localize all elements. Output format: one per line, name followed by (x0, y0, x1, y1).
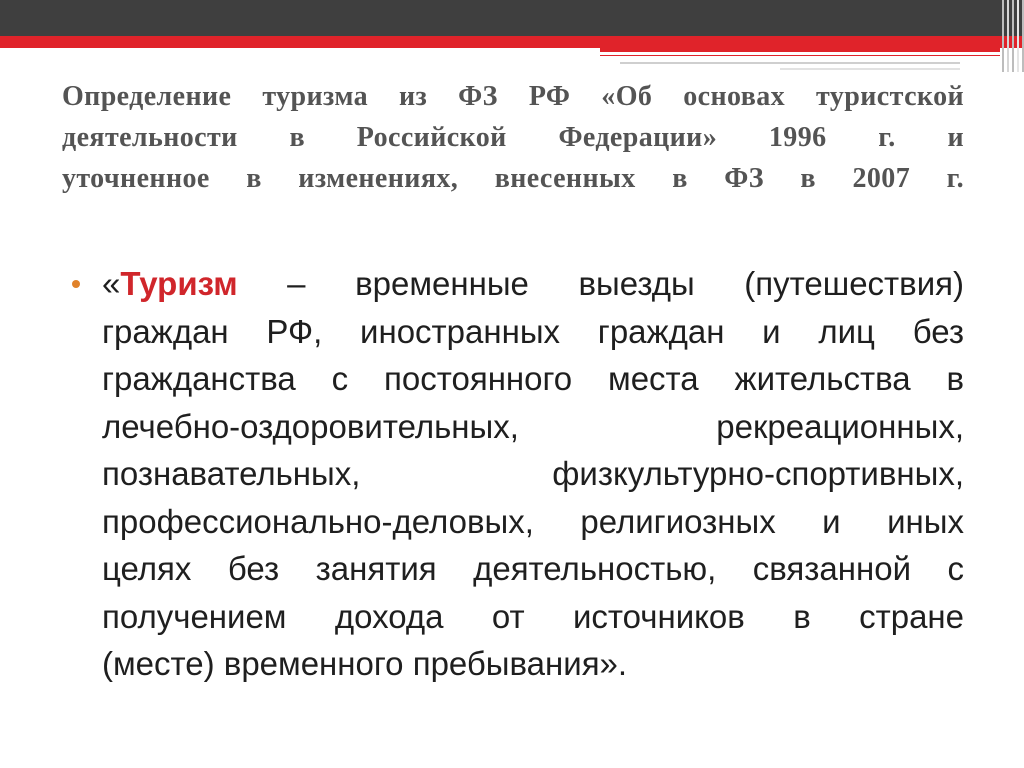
bullet-line: получением дохода от источников в стране (102, 597, 964, 635)
bullet-line: граждан РФ, иностранных граждан и лиц без (102, 312, 964, 350)
bullet-line: профессионально-деловых, религиозных и иных (102, 502, 964, 540)
header-white-line (596, 52, 1000, 55)
header-gray-line-short (780, 68, 960, 70)
title-line: деятельности в Российской Федерации» 1996 г. и (62, 122, 964, 153)
title-line: уточненное в изменениях, внесенных в ФЗ в 2007 г. (62, 163, 964, 194)
bullet-dot-icon (72, 280, 80, 288)
corner-stripes-decoration (994, 0, 1024, 72)
definition-bullet (72, 260, 964, 688)
bullet-line-text: – временные выезды (путешествия) (237, 265, 964, 302)
header-dark-band (0, 0, 1024, 36)
open-quote: « (102, 265, 121, 302)
header-gray-line (620, 62, 960, 64)
bullet-line: целях без занятия деятельностью, связанной с (102, 550, 964, 587)
slide-title (62, 76, 964, 199)
header-red-band (0, 36, 1024, 48)
bullet-line: лечебно-оздоровительных, рекреационных, (102, 407, 964, 445)
defined-term: Туризм (120, 265, 238, 302)
bullet-line: гражданства с постоянного места жительства в (102, 360, 964, 397)
title-line: Определение туризма из ФЗ РФ «Об основах туристской (62, 81, 964, 112)
bullet-line: (месте) временного пребывания». (102, 645, 628, 682)
slide-body (72, 260, 964, 688)
bullet-line: познавательных, физкультурно-спортивных, (102, 455, 964, 492)
bullet-line (102, 260, 964, 308)
